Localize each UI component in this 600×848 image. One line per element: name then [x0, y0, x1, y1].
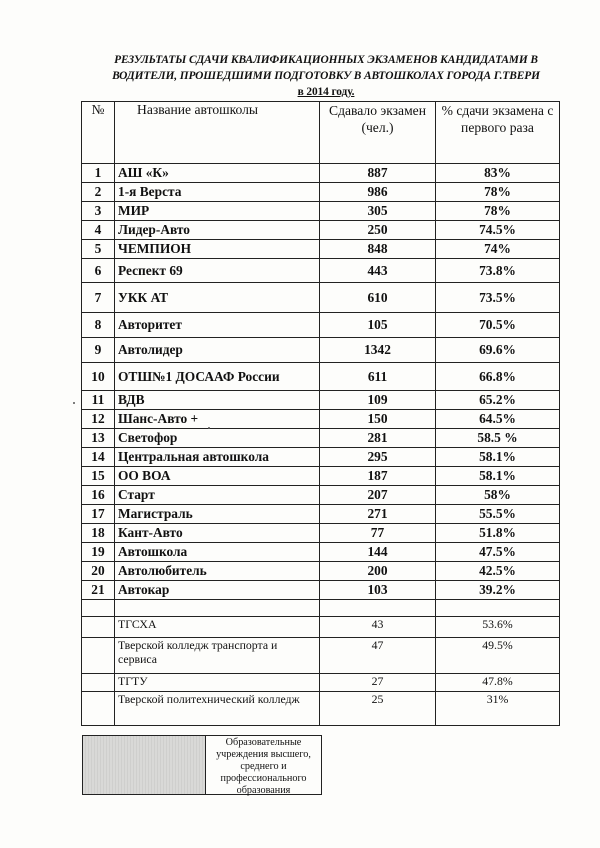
row-number: 8 — [82, 313, 115, 338]
exam-count: 610 — [320, 283, 436, 313]
exam-count: 187 — [320, 467, 436, 486]
table-row — [82, 313, 560, 338]
school-name: Старт — [115, 486, 320, 505]
pass-rate: 73.8% — [436, 259, 560, 283]
exam-count: 27 — [320, 674, 436, 692]
row-number: 14 — [82, 448, 115, 467]
table-row — [82, 543, 560, 562]
school-name: МИР — [115, 202, 320, 221]
table-row — [82, 283, 560, 313]
school-name: Автошкола — [115, 543, 320, 562]
scan-speck — [208, 427, 210, 429]
pass-rate: 51.8% — [436, 524, 560, 543]
exam-count: 1342 — [320, 338, 436, 363]
spacer-cell — [115, 600, 320, 617]
row-number-empty — [82, 617, 115, 638]
school-name: 1-я Верста — [115, 183, 320, 202]
exam-count: 611 — [320, 363, 436, 391]
pass-rate: 31% — [436, 692, 560, 726]
institution-name: Тверской колледж транспорта и сервиса — [115, 638, 320, 674]
exam-count: 305 — [320, 202, 436, 221]
exam-count: 207 — [320, 486, 436, 505]
table-row — [82, 259, 560, 283]
pass-rate: 49.5% — [436, 638, 560, 674]
school-name: Автолюбитель — [115, 562, 320, 581]
pass-rate: 73.5% — [436, 283, 560, 313]
row-number: 9 — [82, 338, 115, 363]
pass-rate: 83% — [436, 164, 560, 183]
school-name: Центральная автошкола — [115, 448, 320, 467]
table-row — [82, 363, 560, 391]
legend — [82, 735, 322, 795]
pass-rate: 64.5% — [436, 410, 560, 429]
pass-rate: 78% — [436, 183, 560, 202]
institution-name: ТГТУ — [115, 674, 320, 692]
pass-rate: 69.6% — [436, 338, 560, 363]
row-number: 20 — [82, 562, 115, 581]
pass-rate: 39.2% — [436, 581, 560, 600]
table-row — [82, 202, 560, 221]
exam-count: 250 — [320, 221, 436, 240]
exam-count: 887 — [320, 164, 436, 183]
exam-count: 848 — [320, 240, 436, 259]
row-number: 1 — [82, 164, 115, 183]
school-name: Светофор — [115, 429, 320, 448]
spacer-cell — [82, 600, 115, 617]
institution-name: Тверской политехнический колледж — [115, 692, 320, 726]
row-number: 18 — [82, 524, 115, 543]
school-name: АШ «К» — [115, 164, 320, 183]
table-row — [82, 524, 560, 543]
title-line-3: в 2014 году. — [297, 86, 355, 98]
table-row — [82, 338, 560, 363]
table-row — [82, 410, 560, 429]
institution-row — [82, 674, 560, 692]
table-row — [82, 562, 560, 581]
school-name: ВДВ — [115, 391, 320, 410]
table-row — [82, 240, 560, 259]
school-name: Лидер-Авто — [115, 221, 320, 240]
exam-count: 200 — [320, 562, 436, 581]
exam-count: 295 — [320, 448, 436, 467]
row-number: 15 — [82, 467, 115, 486]
spacer-cell — [436, 600, 560, 617]
row-number: 10 — [82, 363, 115, 391]
school-name: Шанс-Авто + — [115, 410, 320, 429]
title-line-2: ВОДИТЕЛИ, ПРОШЕДШИМИ ПОДГОТОВКУ В АВТОШКОЛАХ ГОРОДА Г.ТВЕРИ — [112, 70, 540, 82]
exam-count: 281 — [320, 429, 436, 448]
results-table — [81, 101, 560, 726]
pass-rate: 47.8% — [436, 674, 560, 692]
header-exam-count: Сдавало экзамен (чел.) — [320, 102, 436, 164]
header-pass-rate: % сдачи экзамена с первого раза — [436, 102, 560, 164]
row-number: 13 — [82, 429, 115, 448]
school-name: Автокар — [115, 581, 320, 600]
table-row — [82, 429, 560, 448]
pass-rate: 66.8% — [436, 363, 560, 391]
table-row — [82, 183, 560, 202]
row-number: 7 — [82, 283, 115, 313]
row-number: 16 — [82, 486, 115, 505]
exam-count: 144 — [320, 543, 436, 562]
row-number: 19 — [82, 543, 115, 562]
exam-count: 25 — [320, 692, 436, 726]
exam-count: 271 — [320, 505, 436, 524]
pass-rate: 55.5% — [436, 505, 560, 524]
school-name: Авторитет — [115, 313, 320, 338]
table-row — [82, 505, 560, 524]
school-name: Автолидер — [115, 338, 320, 363]
exam-count: 109 — [320, 391, 436, 410]
school-name: ОТШ№1 ДОСААФ России — [115, 363, 320, 391]
table-row — [82, 581, 560, 600]
table-row — [82, 448, 560, 467]
institution-row — [82, 638, 560, 674]
title-line-1: РЕЗУЛЬТАТЫ СДАЧИ КВАЛИФИКАЦИОННЫХ ЭКЗАМЕНОВ КАНДИДАТАМИ В — [114, 54, 538, 66]
legend-swatch — [83, 736, 206, 794]
exam-count: 105 — [320, 313, 436, 338]
spacer-cell — [320, 600, 436, 617]
pass-rate: 65.2% — [436, 391, 560, 410]
pass-rate: 58.1% — [436, 467, 560, 486]
school-name: Респект 69 — [115, 259, 320, 283]
row-number: 12 — [82, 410, 115, 429]
row-number: 11 — [82, 391, 115, 410]
pass-rate: 58.5 % — [436, 429, 560, 448]
row-number: 21 — [82, 581, 115, 600]
exam-count: 103 — [320, 581, 436, 600]
document-title — [86, 52, 566, 100]
school-name: ЧЕМПИОН — [115, 240, 320, 259]
institution-row — [82, 617, 560, 638]
exam-count: 77 — [320, 524, 436, 543]
pass-rate: 47.5% — [436, 543, 560, 562]
institution-row — [82, 692, 560, 726]
table-row — [82, 164, 560, 183]
table-header-row — [82, 102, 560, 164]
pass-rate: 70.5% — [436, 313, 560, 338]
exam-count: 443 — [320, 259, 436, 283]
table-row — [82, 391, 560, 410]
pass-rate: 42.5% — [436, 562, 560, 581]
pass-rate: 74.5% — [436, 221, 560, 240]
header-school-name: Название автошколы — [115, 102, 320, 164]
row-number: 5 — [82, 240, 115, 259]
school-name: Магистраль — [115, 505, 320, 524]
school-name: Кант-Авто — [115, 524, 320, 543]
pass-rate: 74% — [436, 240, 560, 259]
exam-count: 47 — [320, 638, 436, 674]
exam-count: 986 — [320, 183, 436, 202]
pass-rate: 58.1% — [436, 448, 560, 467]
row-number: 4 — [82, 221, 115, 240]
institution-name: ТГСХА — [115, 617, 320, 638]
pass-rate: 58% — [436, 486, 560, 505]
institution-rows — [82, 600, 560, 726]
row-number-empty — [82, 638, 115, 674]
exam-count: 150 — [320, 410, 436, 429]
school-rows — [82, 164, 560, 600]
row-number: 3 — [82, 202, 115, 221]
table-row — [82, 221, 560, 240]
spacer-row — [82, 600, 560, 617]
row-number: 6 — [82, 259, 115, 283]
school-name: УКК АТ — [115, 283, 320, 313]
row-number-empty — [82, 692, 115, 726]
pass-rate: 53.6% — [436, 617, 560, 638]
row-number: 2 — [82, 183, 115, 202]
row-number: 17 — [82, 505, 115, 524]
legend-text: Образовательные учреждения высшего, среднего и профессионального образования — [216, 737, 311, 796]
row-number-empty — [82, 674, 115, 692]
school-name: ОО ВОА — [115, 467, 320, 486]
header-number: № — [82, 102, 115, 164]
table-row — [82, 467, 560, 486]
pass-rate: 78% — [436, 202, 560, 221]
exam-count: 43 — [320, 617, 436, 638]
table-row — [82, 486, 560, 505]
scan-speck — [73, 402, 75, 404]
